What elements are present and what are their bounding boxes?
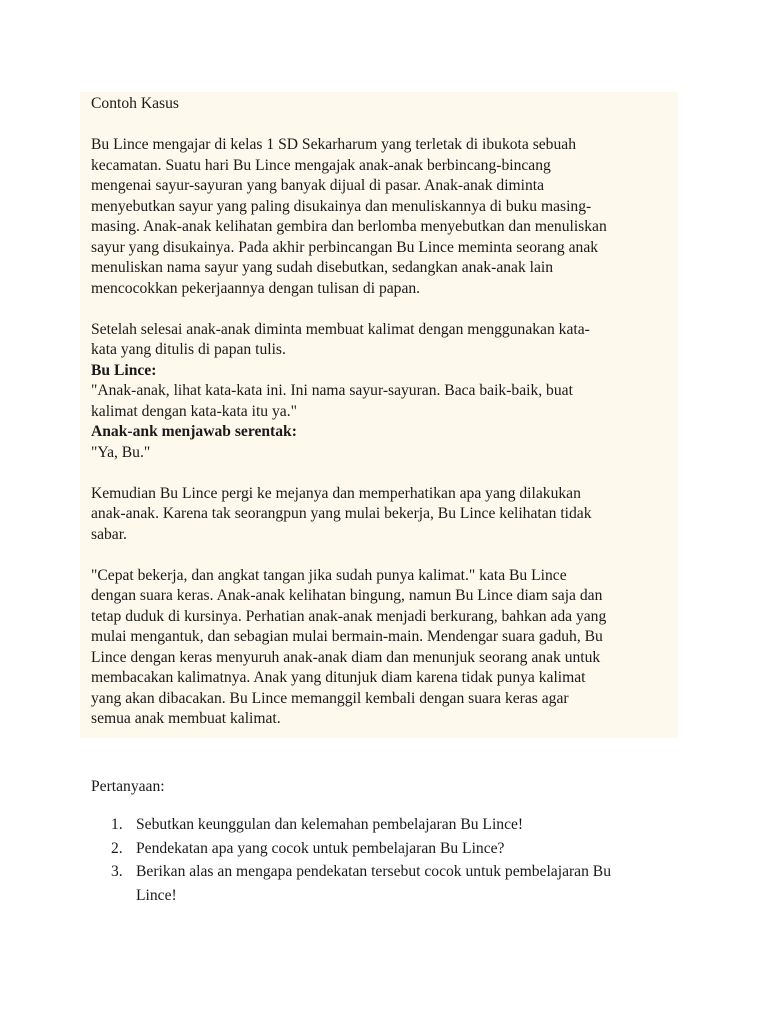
list-item <box>91 860 696 907</box>
quote-line: "Anak-anak, lihat kata-kata ini. Ini nama sayur-sayuran. Baca baik-baik, buat <box>91 382 573 399</box>
list-item-text: Sebutkan keunggulan dan kelemahan pembelajaran Bu Lince! <box>136 816 524 833</box>
paragraph-line: kecamatan. Suatu hari Bu Lince mengajak anak-anak berbincang-bincang <box>91 156 551 174</box>
case-paragraph-2 <box>91 320 668 361</box>
paragraph-line: sabar. <box>91 525 127 543</box>
list-item <box>91 837 696 861</box>
list-item-text: Lince! <box>136 886 177 904</box>
speaker-children: Anak-ank menjawab serentak: <box>91 423 297 440</box>
quote-bu-lince <box>91 381 668 422</box>
paragraph-line: mengenai sayur-sayuran yang banyak dijual di pasar. Anak-anak diminta <box>91 177 545 194</box>
paragraph-line: Lince dengan keras menyuruh anak-anak diam dan menunjuk seorang anak untuk <box>91 648 601 666</box>
paragraph-line: Kemudian Bu Lince pergi ke mejanya dan memperhatikan apa yang dilakukan <box>91 484 581 502</box>
case-study-box <box>80 92 678 738</box>
paragraph-line: dengan suara keras. Anak-anak kelihatan bingung, namun Bu Lince diam saja dan <box>91 587 603 604</box>
paragraph-line: mulai mengantuk, dan sebagian mulai bermain-main. Mendengar suara gaduh, Bu <box>91 628 603 645</box>
paragraph-line: membacakan kalimatnya. Anak yang ditunjuk diam karena tidak punya kalimat <box>91 669 586 686</box>
paragraph-line: kata yang ditulis di papan tulis. <box>91 341 286 358</box>
list-item-text: Berikan alas an mengapa pendekatan tersebut cocok untuk pembelajaran Bu <box>136 863 611 880</box>
paragraph-line: tetap duduk di kursinya. Perhatian anak-anak menjadi berkurang, bahkan ada yang <box>91 607 607 625</box>
quote-children: "Ya, Bu." <box>91 443 151 461</box>
speaker-bu-lince: Bu Lince: <box>91 361 157 379</box>
paragraph-line: semua anak membuat kalimat. <box>91 710 281 727</box>
list-item-number: 3. <box>111 863 123 880</box>
paragraph-line: menyebutkan sayur yang paling disukainya dan menuliskannya di buku masing- <box>91 197 592 215</box>
paragraph-line: menuliskan nama sayur yang sudah disebutkan, sedangkan anak-anak lain <box>91 259 554 276</box>
list-item-number: 1. <box>111 816 123 833</box>
case-paragraph-4 <box>91 566 668 730</box>
case-title: Contoh Kasus <box>91 95 179 112</box>
quote-line: kalimat dengan kata-kata itu ya." <box>91 402 297 420</box>
paragraph-line: "Cepat bekerja, dan angkat tangan jika sudah punya kalimat." kata Bu Lince <box>91 566 567 584</box>
paragraph-line: masing. Anak-anak kelihatan gembira dan berlomba menyebutkan dan menuliskan <box>91 218 607 235</box>
paragraph-line: Bu Lince mengajar di kelas 1 SD Sekarharum yang terletak di ibukota sebuah <box>91 136 576 153</box>
case-paragraph-1 <box>91 135 668 299</box>
list-item <box>91 813 696 837</box>
questions-title: Pertanyaan: <box>91 778 165 795</box>
case-paragraph-3 <box>91 484 668 546</box>
paragraph-line: mencocokkan pekerjaannya dengan tulisan di papan. <box>91 279 421 297</box>
list-item-number: 2. <box>111 839 123 857</box>
paragraph-line: yang akan dibacakan. Bu Lince memanggil kembali dengan suara keras agar <box>91 689 569 707</box>
paragraph-line: anak-anak. Karena tak seorangpun yang mulai bekerja, Bu Lince kelihatan tidak <box>91 505 592 522</box>
list-item-text: Pendekatan apa yang cocok untuk pembelajaran Bu Lince? <box>136 839 505 857</box>
paragraph-line: sayur yang disukainya. Pada akhir perbincangan Bu Lince meminta seorang anak <box>91 238 599 256</box>
questions-list <box>91 813 696 907</box>
paragraph-line: Setelah selesai anak-anak diminta membuat kalimat dengan menggunakan kata- <box>91 320 590 338</box>
